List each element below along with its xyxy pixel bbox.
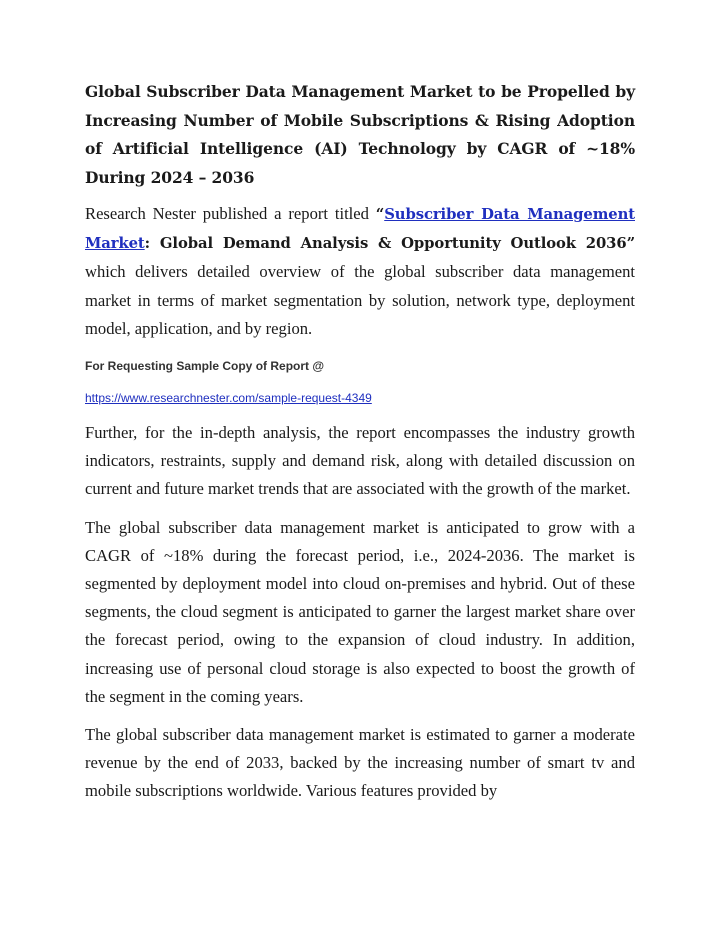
open-quote: “ — [375, 206, 385, 223]
intro-description: which delivers detailed overview of the global subscriber data management market in terms of market segmentation by solution, network type, deployment model, application, and by region. — [85, 262, 635, 338]
intro-text: Research Nester published a report titled — [85, 204, 376, 223]
body-paragraph-analysis: Further, for the in-depth analysis, the report encompasses the industry growth indicators, restraints, supply and demand risk, along with detailed discussion on current and future market trends that are associated with the growth of the market. — [85, 423, 635, 499]
body-paragraph-cagr: The global subscriber data management market is anticipated to grow with a CAGR of ~18% during the forecast period, i.e., 2024-2036. The market is segmented by deployment model into cloud on-premises and hybrid. Out of these segments, the cloud segment is anticipated to garner the largest market share over the forecast period, owing to the expansion of cloud industry. In addition, increasing use of personal cloud storage is also expected to boost the growth of the segment in the coming years. — [85, 517, 635, 706]
body-paragraph-revenue: The global subscriber data management market is estimated to garner a moderate revenue by the end of 2033, backed by the increasing number of smart tv and mobile subscriptions worldwide. Various features provided by — [85, 725, 635, 801]
document-title: Global Subscriber Data Management Market to be Propelled by Increasing Number of Mobile Subscriptions & Rising Adoption of Artificial Intelligence (AI) Technology by CAGR of ~18% During 2024 – 2036 — [85, 82, 635, 187]
sample-request-label: For Requesting Sample Copy of Report @ — [85, 359, 325, 374]
report-title-rest: : Global Demand Analysis & Opportunity Outlook 2036 — [144, 235, 627, 253]
report-title-link[interactable]: Subscriber Data Management Market — [85, 206, 635, 253]
intro-paragraph — [85, 200, 635, 343]
close-quote: ” — [626, 235, 635, 253]
sample-request-link[interactable]: https://www.researchnester.com/sample-request-4349 — [85, 391, 372, 406]
document-page — [85, 78, 635, 816]
